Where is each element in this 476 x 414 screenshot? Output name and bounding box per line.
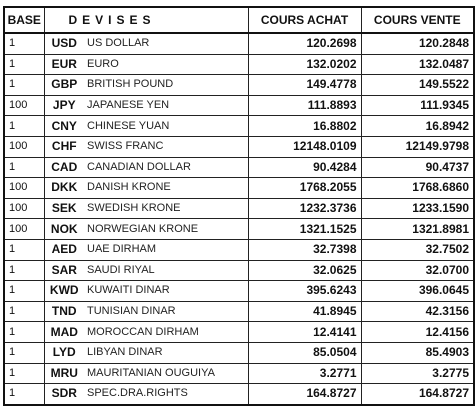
base-cell: 1 — [4, 342, 44, 363]
base-cell: 1 — [4, 33, 44, 54]
currency-name-cell: NORWEGIAN KRONE — [84, 219, 248, 240]
header-base: BASE — [4, 7, 44, 33]
table-row — [4, 260, 474, 281]
table-row — [4, 136, 474, 157]
buy-rate-cell: 3.2771 — [248, 363, 361, 384]
table-row — [4, 157, 474, 178]
buy-rate-cell: 12.4141 — [248, 322, 361, 343]
buy-rate-cell: 120.2698 — [248, 33, 361, 54]
currency-code-cell: KWD — [44, 281, 84, 302]
currency-code-cell: MRU — [44, 363, 84, 384]
table-row — [4, 75, 474, 96]
sell-rate-cell: 16.8942 — [361, 116, 474, 137]
currency-code-cell: JPY — [44, 95, 84, 116]
buy-rate-cell: 12148.0109 — [248, 136, 361, 157]
currency-name-cell: MAURITANIAN OUGUIYA — [84, 363, 248, 384]
base-cell: 1 — [4, 116, 44, 137]
table-row — [4, 116, 474, 137]
sell-rate-cell: 42.3156 — [361, 301, 474, 322]
currency-code-cell: EUR — [44, 54, 84, 75]
buy-rate-cell: 41.8945 — [248, 301, 361, 322]
table-row — [4, 239, 474, 260]
buy-rate-cell: 164.8727 — [248, 384, 361, 405]
currency-code-cell: CAD — [44, 157, 84, 178]
currency-code-cell: SDR — [44, 384, 84, 405]
table-row — [4, 384, 474, 405]
currency-code-cell: TND — [44, 301, 84, 322]
currency-code-cell: GBP — [44, 75, 84, 96]
base-cell: 1 — [4, 363, 44, 384]
sell-rate-cell: 90.4737 — [361, 157, 474, 178]
table-row — [4, 301, 474, 322]
base-cell: 1 — [4, 239, 44, 260]
sell-rate-cell: 120.2848 — [361, 33, 474, 54]
table-row — [4, 342, 474, 363]
table-row — [4, 178, 474, 199]
base-cell: 1 — [4, 384, 44, 405]
sell-rate-cell: 132.0487 — [361, 54, 474, 75]
base-cell: 100 — [4, 219, 44, 240]
currency-name-cell: UAE DIRHAM — [84, 239, 248, 260]
table-row — [4, 198, 474, 219]
header-cours-achat: COURS ACHAT — [248, 7, 361, 33]
header-cours-vente: COURS VENTE — [361, 7, 474, 33]
table-row — [4, 281, 474, 302]
table-body — [4, 33, 474, 405]
currency-code-cell: NOK — [44, 219, 84, 240]
currency-name-cell: US DOLLAR — [84, 33, 248, 54]
table-row — [4, 219, 474, 240]
currency-code-cell: SAR — [44, 260, 84, 281]
buy-rate-cell: 1321.1525 — [248, 219, 361, 240]
buy-rate-cell: 132.0202 — [248, 54, 361, 75]
base-cell: 100 — [4, 95, 44, 116]
buy-rate-cell: 90.4284 — [248, 157, 361, 178]
sell-rate-cell: 3.2775 — [361, 363, 474, 384]
sell-rate-cell: 1233.1590 — [361, 198, 474, 219]
currency-code-cell: SEK — [44, 198, 84, 219]
table-row — [4, 322, 474, 343]
currency-name-cell: DANISH KRONE — [84, 178, 248, 199]
buy-rate-cell: 32.7398 — [248, 239, 361, 260]
table-row — [4, 54, 474, 75]
table-row — [4, 95, 474, 116]
base-cell: 100 — [4, 198, 44, 219]
base-cell: 1 — [4, 157, 44, 178]
buy-rate-cell: 395.6243 — [248, 281, 361, 302]
sell-rate-cell: 12.4156 — [361, 322, 474, 343]
sell-rate-cell: 149.5522 — [361, 75, 474, 96]
currency-name-cell: EURO — [84, 54, 248, 75]
buy-rate-cell: 149.4778 — [248, 75, 361, 96]
sell-rate-cell: 396.0645 — [361, 281, 474, 302]
currency-name-cell: MOROCCAN DIRHAM — [84, 322, 248, 343]
base-cell: 1 — [4, 260, 44, 281]
sell-rate-cell: 12149.9798 — [361, 136, 474, 157]
currency-name-cell: TUNISIAN DINAR — [84, 301, 248, 322]
table-row — [4, 363, 474, 384]
header-devises: DEVISES — [44, 7, 248, 33]
header-row — [4, 7, 474, 33]
currency-code-cell: USD — [44, 33, 84, 54]
currency-name-cell: SWEDISH KRONE — [84, 198, 248, 219]
base-cell: 1 — [4, 75, 44, 96]
currency-code-cell: LYD — [44, 342, 84, 363]
buy-rate-cell: 111.8893 — [248, 95, 361, 116]
table-row — [4, 33, 474, 54]
currency-name-cell: KUWAITI DINAR — [84, 281, 248, 302]
sell-rate-cell: 32.0700 — [361, 260, 474, 281]
base-cell: 1 — [4, 301, 44, 322]
sell-rate-cell: 164.8727 — [361, 384, 474, 405]
buy-rate-cell: 1232.3736 — [248, 198, 361, 219]
currency-name-cell: LIBYAN DINAR — [84, 342, 248, 363]
base-cell: 100 — [4, 178, 44, 199]
currency-name-cell: CHINESE YUAN — [84, 116, 248, 137]
currency-code-cell: AED — [44, 239, 84, 260]
currency-code-cell: DKK — [44, 178, 84, 199]
sell-rate-cell: 85.4903 — [361, 342, 474, 363]
currency-code-cell: CHF — [44, 136, 84, 157]
sell-rate-cell: 1768.6860 — [361, 178, 474, 199]
exchange-rate-table — [3, 6, 475, 406]
base-cell: 1 — [4, 281, 44, 302]
currency-code-cell: MAD — [44, 322, 84, 343]
currency-name-cell: SAUDI RIYAL — [84, 260, 248, 281]
base-cell: 1 — [4, 54, 44, 75]
currency-name-cell: CANADIAN DOLLAR — [84, 157, 248, 178]
currency-name-cell: BRITISH POUND — [84, 75, 248, 96]
sell-rate-cell: 32.7502 — [361, 239, 474, 260]
buy-rate-cell: 1768.2055 — [248, 178, 361, 199]
table-header — [4, 7, 474, 33]
base-cell: 1 — [4, 322, 44, 343]
currency-name-cell: SPEC.DRA.RIGHTS — [84, 384, 248, 405]
buy-rate-cell: 16.8802 — [248, 116, 361, 137]
currency-code-cell: CNY — [44, 116, 84, 137]
currency-name-cell: SWISS FRANC — [84, 136, 248, 157]
buy-rate-cell: 32.0625 — [248, 260, 361, 281]
sell-rate-cell: 1321.8981 — [361, 219, 474, 240]
sell-rate-cell: 111.9345 — [361, 95, 474, 116]
currency-name-cell: JAPANESE YEN — [84, 95, 248, 116]
buy-rate-cell: 85.0504 — [248, 342, 361, 363]
base-cell: 100 — [4, 136, 44, 157]
